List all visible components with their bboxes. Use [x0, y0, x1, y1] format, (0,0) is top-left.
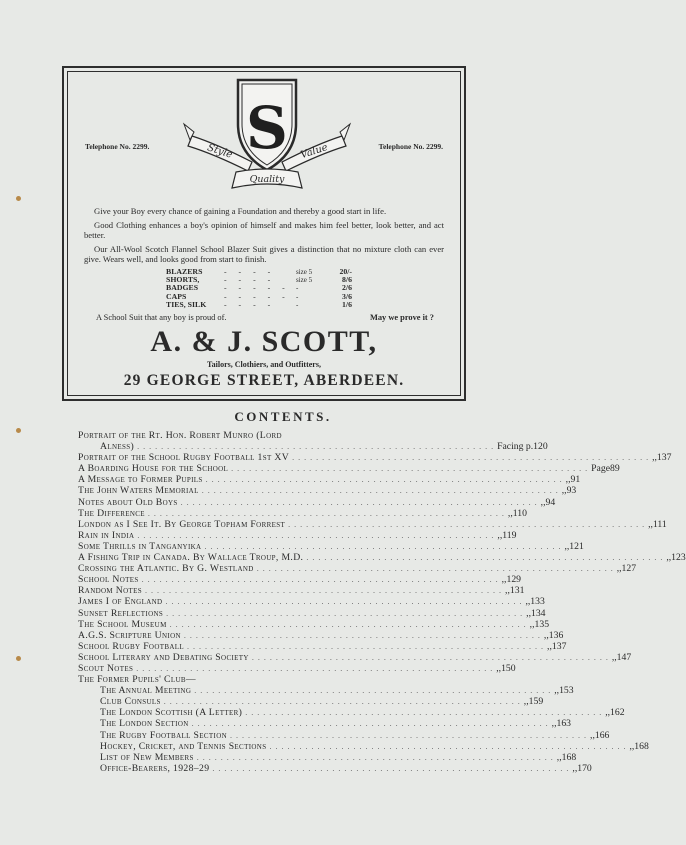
entry-title: Scout Notes	[78, 662, 134, 674]
dot-leader: . . . . . . . . . . . . . . . . . . . . . . . . . . . . . . . . . . . . . . . . . . . . . . . . . . . . . . . . . . . .	[288, 519, 646, 529]
entry-page-prefix: ,,	[507, 507, 513, 519]
entry-page-prefix: ,,	[648, 518, 653, 530]
entry-page-number: 170	[577, 762, 592, 774]
entry-title: Crossing the Atlantic. By G. Westland	[78, 563, 254, 575]
contents-list	[78, 430, 686, 774]
entry-page-number: 166	[594, 729, 610, 741]
entry-page-number: 120	[533, 441, 548, 453]
entry-title: A Message to Former Pupils	[78, 474, 203, 486]
price-size: -	[296, 284, 299, 293]
dot-leader: . . . . . . . . . . . . . . . . . . . . . . . . . . . . . . . . . . . . . . . . . . . . . . . . . . . . . . . . . . . .	[166, 608, 524, 618]
entry-page-number: 137	[551, 640, 567, 652]
contents-entry	[78, 529, 517, 541]
dot-leader: . . . . . . . . . . . . . . . . . . . . . . . . . . . . . . . . . . . . . . . . . . . . . . . . . . . . . . . . . . . .	[256, 564, 614, 574]
price-dash: - - - -	[224, 275, 276, 285]
entry-page-number: 129	[506, 574, 521, 586]
entry-title: School Notes	[78, 574, 139, 586]
tagline: A School Suit that any boy is proud of.	[96, 313, 227, 323]
entry-title: Hockey, Cricket, and Tennis Sections	[100, 740, 267, 752]
price-price: 3/6	[342, 291, 352, 301]
ad-paragraph-2: Good Clothing enhances a boy's opinion of himself and makes him feel better, look better, and act better.	[84, 220, 444, 240]
entry-title: Some Thrills in Tanganyika	[78, 540, 202, 552]
dot-leader: . . . . . . . . . . . . . . . . . . . . . . . . . . . . . . . . . . . . . . . . . . . . . . . . . . . . . . . . . . . .	[137, 442, 495, 452]
entry-page-prefix: ,,	[543, 629, 549, 641]
entry-page-number: 131	[509, 585, 525, 597]
entry-title: School Rugby Football	[78, 640, 185, 652]
entry-page-prefix: ,,	[505, 585, 510, 597]
contents-entry	[78, 540, 584, 552]
entry-title: Random Notes	[78, 585, 143, 597]
advertisement-body	[84, 206, 444, 390]
price-dash: - - - -	[224, 267, 276, 276]
contents-entry	[78, 485, 577, 497]
dot-leader: . . . . . . . . . . . . . . . . . . . . . . . . . . . . . . . . . . . . . . . . . . . . . . . . . . . . . . . . . . . .	[292, 453, 650, 463]
dot-leader: . . . . . . . . . . . . . . . . . . . . . . . . . . . . . . . . . . . . . . . . . . . . . . . . . . . . . . . . . . . .	[136, 663, 494, 673]
dot-leader: . . . . . . . . . . . . . . . . . . . . . . . . . . . . . . . . . . . . . . . . . . . . . . . . . . . . . . . . . . . .	[306, 553, 664, 563]
price-dash: - - - -	[224, 299, 276, 309]
dot-leader: . . . . . . . . . . . . . . . . . . . . . . . . . . . . . . . . . . . . . . . . . . . . . . . . . . . . . . . . . . . .	[187, 641, 545, 651]
contents-entry	[78, 618, 550, 630]
entry-page-number: 89	[610, 463, 620, 475]
entry-page-prefix: ,,	[629, 740, 635, 752]
entry-page-number: 110	[512, 507, 527, 519]
dot-leader: . . . . . . . . . . . . . . . . . . . . . . . . . . . . . . . . . . . . . . . . . . . . . . . . . . . . . . . . . . . .	[194, 686, 552, 696]
dot-leader: . . . . . . . . . . . . . . . . . . . . . . . . . . . . . . . . . . . . . . . . . . . . . . . . . . . . . . . . . . . .	[145, 586, 503, 596]
contents-entry	[78, 662, 516, 674]
entry-page-number: 163	[556, 718, 572, 730]
dot-leader: . . . . . . . . . . . . . . . . . . . . . . . . . . . . . . . . . . . . . . . . . . . . . . . . . . . . . . . . . . . .	[183, 630, 541, 640]
binding-hole	[16, 196, 21, 201]
contents-entry	[78, 729, 610, 741]
entry-title: Rain in India	[78, 529, 135, 541]
entry-title: The Difference	[78, 507, 145, 519]
firm-name: A. & J. SCOTT,	[150, 325, 378, 359]
entry-title: Alness)	[100, 441, 135, 453]
entry-page-prefix: ,,	[652, 452, 657, 464]
contents-entry	[78, 751, 577, 763]
contents-entry	[78, 496, 556, 508]
entry-page-prefix: Page	[591, 463, 610, 475]
entry-page-number: 150	[501, 662, 516, 674]
price-item: BADGES	[166, 283, 199, 293]
entry-page-number: 123	[671, 552, 686, 564]
contents-entry	[78, 452, 672, 464]
dot-leader: . . . . . . . . . . . . . . . . . . . . . . . . . . . . . . . . . . . . . . . . . . . . . . . . . . . . . . . . . . . .	[212, 763, 570, 773]
entry-title: London as I See It. By George Topham Forrest	[78, 518, 286, 530]
dot-leader: . . . . . . . . . . . . . . . . . . . . . . . . . . . . . . . . . . . . . . . . . . . . . . . . . . . . . . . . . . . .	[230, 730, 588, 740]
entry-page-number: 159	[528, 696, 544, 708]
shield-logo-icon	[172, 74, 362, 194]
entry-title: James I of England	[78, 596, 163, 608]
contents-title: CONTENTS.	[234, 409, 332, 424]
dot-leader: . . . . . . . . . . . . . . . . . . . . . . . . . . . . . . . . . . . . . . . . . . . . . . . . . . . . . . . . . . . .	[169, 619, 527, 629]
entry-page-prefix: ,,	[565, 474, 571, 486]
price-dash: - - - - -	[224, 291, 290, 301]
firm-address: 29 GEORGE STREET, ABERDEEN.	[123, 372, 405, 390]
entry-page-prefix: ,,	[496, 662, 502, 674]
entry-title: Portrait of the School Rugby Football 1st XV	[78, 452, 290, 464]
contents-entry	[78, 441, 548, 453]
ad-paragraph-3: Our All-Wool Scotch Flannel School Blazer Suit gives a distinction that no mixture cloth can ever give. Wears well, and looks good from start to finish.	[84, 244, 444, 264]
entry-title: The London Section	[100, 718, 189, 730]
advertisement-box	[62, 66, 466, 401]
dot-leader: . . . . . . . . . . . . . . . . . . . . . . . . . . . . . . . . . . . . . . . . . . . . . . . . . . . . . . . . . . . .	[269, 741, 627, 751]
entry-title: The Former Pupils' Club—	[78, 674, 196, 686]
contents-entry	[78, 718, 572, 730]
contents-entry	[78, 707, 625, 719]
dot-leader: . . . . . . . . . . . . . . . . . . . . . . . . . . . . . . . . . . . . . . . . . . . . . . . . . . . . . . . . . . . .	[137, 530, 495, 540]
entry-page-number: 136	[548, 629, 564, 641]
contents-entry	[78, 474, 581, 486]
contents-entry	[78, 518, 667, 530]
entry-title: The John Waters Memorial	[78, 485, 199, 497]
entry-page-number: 111	[652, 518, 667, 530]
price-item: SHORTS,	[166, 275, 200, 285]
dot-leader: . . . . . . . . . . . . . . . . . . . . . . . . . . . . . . . . . . . . . . . . . . . . . . . . . . . . . . . . . . . .	[163, 697, 521, 707]
contents-entry	[78, 762, 592, 774]
entry-page-number: 153	[559, 685, 574, 697]
logo-value-ribbon: Value	[299, 142, 330, 162]
telephone-left: Telephone No. 2299.	[85, 142, 150, 151]
contents-entry	[78, 607, 546, 619]
price-price: 20/-	[339, 267, 352, 276]
entry-title: The Annual Meeting	[100, 685, 192, 697]
dot-leader: . . . . . . . . . . . . . . . . . . . . . . . . . . . . . . . . . . . . . . . . . . . . . . . . . . . . . . . . . . . .	[231, 464, 589, 474]
prove-it: May we prove it ?	[369, 313, 434, 323]
tagline-row	[96, 313, 434, 323]
contents-entry	[78, 574, 521, 586]
contents-entry	[78, 696, 544, 708]
entry-page-number: 168	[634, 740, 649, 752]
entry-page-prefix: ,,	[616, 563, 622, 575]
trade-description: Tailors, Clothiers, and Outfitters,	[207, 360, 321, 370]
entry-page-number: 127	[621, 563, 637, 575]
entry-title: List of New Members	[100, 751, 194, 763]
dot-leader: . . . . . . . . . . . . . . . . . . . . . . . . . . . . . . . . . . . . . . . . . . . . . . . . . . . . . . . . . . . .	[147, 508, 505, 518]
entry-page-prefix: ,,	[666, 552, 672, 564]
price-price: 2/6	[342, 283, 352, 293]
entry-page-number: 147	[616, 651, 632, 663]
contents-entry	[78, 552, 686, 564]
price-price: 1/6	[342, 299, 352, 309]
entry-page-prefix: ,,	[554, 685, 560, 697]
dot-leader: . . . . . . . . . . . . . . . . . . . . . . . . . . . . . . . . . . . . . . . . . . . . . . . . . . . . . . . . . . . .	[165, 597, 523, 607]
contents-entry	[78, 596, 545, 608]
entry-page-prefix: ,,	[605, 707, 611, 719]
entry-page-prefix: ,,	[540, 496, 546, 508]
price-list	[166, 268, 352, 309]
entry-page-prefix: ,,	[526, 607, 531, 619]
entry-page-number: 133	[530, 596, 545, 608]
entry-page-number: 137	[656, 452, 672, 464]
entry-title: A Boarding House for the School	[78, 463, 229, 475]
entry-page-prefix: ,,	[572, 762, 578, 774]
logo-quality-ribbon: Quality	[249, 174, 285, 185]
binding-hole	[16, 656, 21, 661]
entry-page-prefix: ,,	[523, 696, 529, 708]
contents-entry	[78, 674, 450, 685]
entry-page-number: 135	[534, 618, 550, 630]
contents-entry	[78, 640, 567, 652]
price-row	[166, 301, 352, 309]
entry-page-prefix: ,,	[529, 618, 535, 630]
entry-title: The Rugby Football Section	[100, 729, 228, 741]
entry-page-prefix: Facing p.	[497, 441, 534, 453]
entry-page-number: 93	[566, 485, 577, 497]
entry-title: Notes about Old Boys	[78, 496, 178, 508]
price-item: BLAZERS	[166, 267, 203, 276]
entry-page-prefix: ,,	[611, 651, 617, 663]
dot-leader: . . . . . . . . . . . . . . . . . . . . . . . . . . . . . . . . . . . . . . . . . . . . . . . . . . . . . . . . . . . .	[180, 497, 538, 507]
entry-page-prefix: ,,	[497, 529, 503, 541]
entry-page-prefix: ,,	[525, 596, 531, 608]
dot-leader: . . . . . . . . . . . . . . . . . . . . . . . . . . . . . . . . . . . . . . . . . . . . . . . . . . . . . . . . . . . .	[251, 652, 609, 662]
telephone-right: Telephone No. 2299.	[378, 142, 443, 151]
entry-title: School Literary and Debating Society	[78, 651, 249, 663]
entry-page-prefix: ,,	[561, 485, 567, 497]
logo-letter: S	[246, 94, 288, 162]
entry-page-prefix: ,,	[547, 640, 552, 652]
entry-page-prefix: ,,	[501, 574, 507, 586]
price-dash: - - - - -	[224, 283, 290, 293]
dot-leader: . . . . . . . . . . . . . . . . . . . . . . . . . . . . . . . . . . . . . . . . . . . . . . . . . . . . . . . . . . . .	[245, 708, 603, 718]
entry-page-number: 94	[545, 496, 556, 508]
entry-title: The London Scottish (A Letter)	[100, 707, 243, 719]
entry-title: The School Museum	[78, 618, 167, 630]
dot-leader: . . . . . . . . . . . . . . . . . . . . . . . . . . . . . . . . . . . . . . . . . . . . . . . . . . . . . . . . . . . .	[204, 541, 562, 551]
contents-entry	[78, 463, 620, 475]
entry-title: Club Consuls	[100, 696, 161, 708]
price-item: CAPS	[166, 291, 187, 301]
entry-title: A Fishing Trip in Canada. By Wallace Troup, M.D.	[78, 552, 304, 564]
contents-entry	[78, 740, 649, 752]
contents-entry	[78, 629, 564, 641]
price-size: -	[296, 300, 299, 309]
price-size: size 5	[296, 268, 313, 276]
entry-page-number: 168	[561, 751, 577, 763]
dot-leader: . . . . . . . . . . . . . . . . . . . . . . . . . . . . . . . . . . . . . . . . . . . . . . . . . . . . . . . . . . . .	[196, 752, 554, 762]
price-price: 8/6	[342, 275, 352, 285]
price-size: size 5	[296, 276, 313, 285]
binding-hole	[16, 428, 21, 433]
entry-page-number: 91	[570, 474, 581, 486]
contents-entry	[78, 430, 450, 441]
entry-page-number: 134	[530, 607, 546, 619]
dot-leader: . . . . . . . . . . . . . . . . . . . . . . . . . . . . . . . . . . . . . . . . . . . . . . . . . . . . . . . . . . . .	[205, 475, 563, 485]
logo-style-ribbon: Style	[205, 142, 234, 161]
entry-title: Office-Bearers, 1928–29	[100, 762, 210, 774]
entry-page-prefix: ,,	[556, 751, 562, 763]
dot-leader: . . . . . . . . . . . . . . . . . . . . . . . . . . . . . . . . . . . . . . . . . . . . . . . . . . . . . . . . . . . .	[201, 486, 559, 496]
entry-page-prefix: ,,	[590, 729, 595, 741]
entry-page-prefix: ,,	[551, 718, 557, 730]
contents-entry	[78, 685, 574, 697]
entry-page-number: 119	[502, 529, 517, 541]
entry-page-number: 121	[569, 540, 584, 552]
price-size: -	[296, 292, 299, 301]
dot-leader: . . . . . . . . . . . . . . . . . . . . . . . . . . . . . . . . . . . . . . . . . . . . . . . . . . . . . . . . . . . .	[191, 719, 549, 729]
dot-leader: . . . . . . . . . . . . . . . . . . . . . . . . . . . . . . . . . . . . . . . . . . . . . . . . . . . . . . . . . . . .	[141, 575, 499, 585]
entry-page-prefix: ,,	[564, 540, 570, 552]
entry-page-number: 162	[610, 707, 625, 719]
ad-paragraph-1: Give your Boy every chance of gaining a Foundation and thereby a good start in life.	[94, 206, 387, 216]
entry-title: Sunset Reflections	[78, 607, 164, 619]
contents-entry	[78, 507, 527, 519]
contents-entry	[78, 563, 637, 575]
entry-title: A.G.S. Scripture Union	[78, 629, 181, 641]
contents-entry	[78, 585, 525, 597]
price-item: TIES, SILK	[166, 299, 207, 309]
entry-title: Portrait of the Rt. Hon. Robert Munro (Lord	[78, 430, 282, 441]
contents-entry	[78, 651, 632, 663]
advertisement-inner-border	[67, 71, 461, 396]
